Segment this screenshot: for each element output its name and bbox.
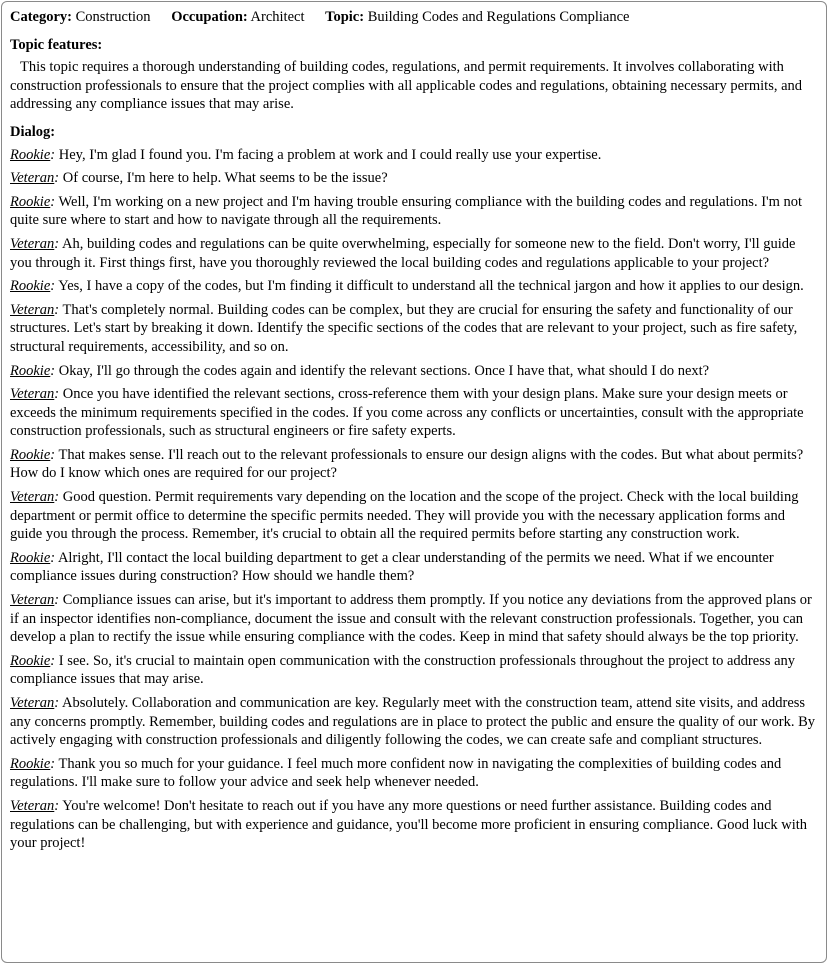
features-text: This topic requires a thorough understanding of building codes, regulations, and permit requirements. It involves collaborating with construction professionals to ensure that the project complies with all applicable codes and regulations, obtaining necessary permits, and addressing any compliance issues that may arise.	[10, 59, 803, 113]
occupation-label: Occupation:	[171, 9, 248, 25]
speaker-name: Veteran	[10, 235, 55, 252]
dialog-card	[1, 1, 827, 963]
speaker-name: Veteran	[10, 797, 55, 814]
dialog-turn: Rookie: Thank you so much for your guidance. I feel much more confident now in navigating the complexities of building codes and regulations. I'll make sure to follow your advice and seek help whenever needed.	[10, 755, 782, 791]
speaker-name: Rookie	[10, 755, 51, 772]
dialog-turn: Veteran: Absolutely. Collaboration and communication are key. Regularly meet with the construction team, attend site visits, and address any concerns promptly. Remember, building codes and regulations are in place to protect the public and ensure the quality of our work. By actively engaging with construction professionals and diligently following the codes, we can create safe and compliant structures.	[10, 695, 816, 749]
dialog-turn: Veteran: Ah, building codes and regulations can be quite overwhelming, especially for someone new to the field. Don't worry, I'll guide you through it. First things first, have you thoroughly reviewed the local building codes and regulations applicable to your project?	[10, 235, 796, 271]
dialog-turn: Veteran: Compliance issues can arise, but it's important to address them promptly. If you notice any deviations from the approved plans or if an inspector identifies non-compliance, document the issue and consult with the relevant construction professionals. Together, you can develop a plan to rectify the issue while ensuring compliance with the codes. Keep in mind that safety should always be the top priority.	[10, 592, 812, 646]
features-title: Topic features:	[10, 36, 103, 53]
dialog-turn: Veteran: Of course, I'm here to help. What seems to be the issue?	[10, 170, 388, 187]
speaker-name: Veteran	[10, 592, 55, 609]
dialog-turn: Rookie: I see. So, it's crucial to maintain open communication with the construction professionals throughout the project to address any compliance issues that may arise.	[10, 652, 796, 688]
dialog-turn: Veteran: Good question. Permit requirements vary depending on the location and the scope of the project. Check with the local building department or permit office to determine the specific permits needed. They will provide you with the necessary application forms and guide you through the process. Remember, it's crucial to obtain all the required permits before starting any construction work.	[10, 489, 799, 543]
turn-text: Alright, I'll contact the local building department to get a clear understanding of the permits we need. What if we encounter compliance issues during construction? How should we handle them?	[10, 549, 774, 585]
category-group	[10, 9, 151, 25]
topic-value: Building Codes and Regulations Compliance	[367, 9, 630, 25]
occupation-value: Architect	[250, 9, 305, 25]
speaker-name: Rookie	[10, 362, 51, 379]
speaker-name: Veteran	[10, 301, 55, 318]
turn-text: Once you have identified the relevant sections, cross-reference them with your design plans. Make sure your design meets or exceeds the minimum requirements specified in the codes. If you come across any conflicts or uncertainties, consult with the appropriate construction professionals, such as structural engineers or fire safety experts.	[10, 386, 804, 440]
dialog-turns	[10, 146, 818, 853]
turn-text: Absolutely. Collaboration and communication are key. Regularly meet with the construction team, attend site visits, and address any concerns promptly. Remember, building codes and regulations are in place to protect the public and ensure the quality of our work. By actively engaging with construction professionals and diligently following the codes, we can create safe and compliant structures.	[10, 695, 816, 749]
turn-text: Yes, I have a copy of the codes, but I'm finding it difficult to understand all the technical jargon and how it applies to our design.	[58, 278, 804, 295]
turn-text: That makes sense. I'll reach out to the relevant professionals to ensure our design aligns with the codes. But what about permits? How do I know which ones are required for our project?	[10, 446, 804, 482]
turn-text: Thank you so much for your guidance. I feel much more confident now in navigating the complexities of building codes and regulations. I'll make sure to follow your advice and seek help whenever needed.	[10, 755, 782, 791]
turn-text: Okay, I'll go through the codes again and identify the relevant sections. Once I have that, what should I do next?	[58, 362, 710, 379]
turn-text: Hey, I'm glad I found you. I'm facing a problem at work and I could really use your expertise.	[58, 146, 602, 163]
turn-text: That's completely normal. Building codes can be complex, but they are crucial for ensuring the safety and functionality of our structures. Let's start by breaking it down. Identify the specific sections of the codes that are relevant to your project, such as fire safety, structural requirements, accessibility, and so on.	[10, 301, 798, 355]
turn-text: Compliance issues can arise, but it's important to address them promptly. If you notice any deviations from the approved plans or if an inspector identifies non-compliance, document the issue and consult with the relevant construction professionals. Together, you can develop a plan to rectify the issue while ensuring compliance with the codes. Keep in mind that safety should always be the top priority.	[10, 592, 812, 646]
speaker-name: Rookie	[10, 446, 51, 463]
turn-text: Of course, I'm here to help. What seems to be the issue?	[62, 170, 388, 187]
dialog-turn: Veteran: Once you have identified the relevant sections, cross-reference them with your design plans. Make sure your design meets or exceeds the minimum requirements specified in the codes. If you come across any conflicts or uncertainties, consult with the appropriate construction professionals, such as structural engineers or fire safety experts.	[10, 386, 804, 440]
topic-group	[325, 9, 629, 25]
dialog-turn: Rookie: Well, I'm working on a new project and I'm having trouble ensuring compliance with the building codes and regulations. I'm not quite sure where to start and how to navigate through all the requirements.	[10, 193, 803, 229]
dialog-turn: Rookie: Alright, I'll contact the local building department to get a clear understanding of the permits we need. What if we encounter compliance issues during construction? How should we handle them?	[10, 549, 774, 585]
speaker-name: Veteran	[10, 170, 55, 187]
dialog-turn: Veteran: That's completely normal. Building codes can be complex, but they are crucial for ensuring the safety and functionality of our structures. Let's start by breaking it down. Identify the specific sections of the codes that are relevant to your project, such as fire safety, structural requirements, accessibility, and so on.	[10, 301, 798, 355]
speaker-name: Veteran	[10, 489, 55, 506]
dialog-turn: Rookie: Hey, I'm glad I found you. I'm facing a problem at work and I could really use your expertise.	[10, 146, 602, 163]
dialog-turn: Rookie: That makes sense. I'll reach out to the relevant professionals to ensure our design aligns with the codes. But what about permits? How do I know which ones are required for our project?	[10, 446, 804, 482]
speaker-name: Rookie	[10, 193, 51, 210]
dialog-turn: Rookie: Yes, I have a copy of the codes, but I'm finding it difficult to understand all the technical jargon and how it applies to our design.	[10, 278, 804, 295]
dialog-turn: Rookie: Okay, I'll go through the codes again and identify the relevant sections. Once I have that, what should I do next?	[10, 362, 710, 379]
turn-text: You're welcome! Don't hesitate to reach out if you have any more questions or need further assistance. Building codes and regulations can be challenging, but with experience and guidance, you'll become more proficient in ensuring compliance. Good luck with your project!	[10, 797, 808, 852]
category-label: Category:	[10, 9, 73, 25]
turn-text: Well, I'm working on a new project and I'm having trouble ensuring compliance with the building codes and regulations. I'm not quite sure where to start and how to navigate through all the requirements.	[10, 193, 803, 229]
dialog-title: Dialog:	[10, 123, 56, 140]
turn-text: Ah, building codes and regulations can be quite overwhelming, especially for someone new to the field. Don't worry, I'll guide you through it. First things first, have you thoroughly reviewed the local building codes and regulations applicable to your project?	[10, 235, 796, 271]
turn-text: Good question. Permit requirements vary depending on the location and the scope of the project. Check with the local building department or permit office to determine the specific permits needed. They will provide you with the necessary application forms and guide you through the process. Remember, it's crucial to obtain all the required permits before starting any construction work.	[10, 489, 799, 543]
category-value: Construction	[75, 9, 151, 25]
turn-text: I see. So, it's crucial to maintain open communication with the construction professionals throughout the project to address any compliance issues that may arise.	[10, 652, 796, 688]
header-line	[10, 8, 818, 27]
speaker-name: Rookie	[10, 652, 51, 669]
topic-label: Topic:	[325, 9, 365, 25]
dialog-turn: Veteran: You're welcome! Don't hesitate to reach out if you have any more questions or need further assistance. Building codes and regulations can be challenging, but with experience and guidance, you'll become more proficient in ensuring compliance. Good luck with your project!	[10, 797, 808, 852]
occupation-group	[171, 9, 304, 25]
speaker-name: Rookie	[10, 146, 51, 163]
speaker-name: Veteran	[10, 695, 55, 711]
speaker-name: Veteran	[10, 386, 55, 403]
speaker-name: Rookie	[10, 549, 51, 566]
speaker-name: Rookie	[10, 278, 51, 295]
